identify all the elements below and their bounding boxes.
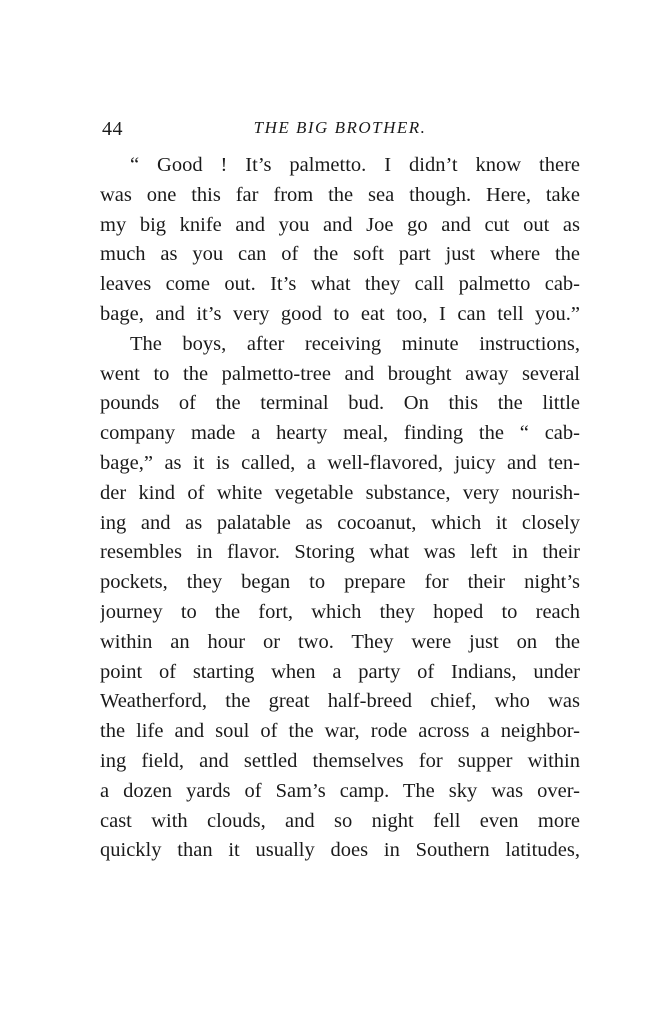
- text-line: Weatherford, the great half-breed chief, who was: [100, 690, 580, 713]
- text-line: the life and soul of the war, rode across a neighbor-: [100, 720, 580, 743]
- text-line: ing and as palatable as cocoanut, which it closely: [100, 511, 580, 534]
- text-line: point of starting when a party of Indians, under: [100, 660, 580, 683]
- text-line: pockets, they began to prepare for their night’s: [100, 571, 580, 594]
- text-line: ing field, and settled themselves for supper within: [100, 749, 580, 772]
- text-line: leaves come out. It’s what they call palmetto cab-: [100, 273, 580, 296]
- running-title: THE BIG BROTHER.: [253, 118, 427, 137]
- text-line: der kind of white vegetable substance, very nourish-: [100, 481, 580, 504]
- text-line: bage, and it’s very good to eat too, I can tell you.”: [100, 302, 580, 325]
- text-line: pounds of the terminal bud. On this the little: [100, 392, 580, 415]
- page-number: 44: [102, 118, 123, 140]
- text-line: within an hour or two. They were just on the: [100, 630, 580, 653]
- text-line: resembles in flavor. Storing what was left in their: [100, 541, 580, 564]
- text-line: cast with clouds, and so night fell even more: [100, 809, 580, 832]
- text-line: went to the palmetto-tree and brought away several: [100, 362, 580, 385]
- text-line: quickly than it usually does in Southern latitudes,: [100, 839, 580, 862]
- text-line: my big knife and you and Joe go and cut out as: [100, 213, 580, 236]
- text-line: a dozen yards of Sam’s camp. The sky was over-: [100, 779, 580, 802]
- text-line: was one this far from the sea though. Here, take: [100, 183, 580, 206]
- text-line: journey to the fort, which they hoped to reach: [100, 600, 580, 623]
- text-line: company made a hearty meal, finding the “ cab-: [100, 422, 580, 445]
- page-header: [100, 118, 580, 148]
- text-line: “ Good ! It’s palmetto. I didn’t know there: [130, 154, 580, 176]
- body-text: [100, 151, 580, 866]
- text-line: bage,” as it is called, a well-flavored, juicy and ten-: [100, 451, 580, 474]
- text-line: much as you can of the soft part just where the: [100, 243, 580, 266]
- text-line: The boys, after receiving minute instructions,: [130, 332, 580, 355]
